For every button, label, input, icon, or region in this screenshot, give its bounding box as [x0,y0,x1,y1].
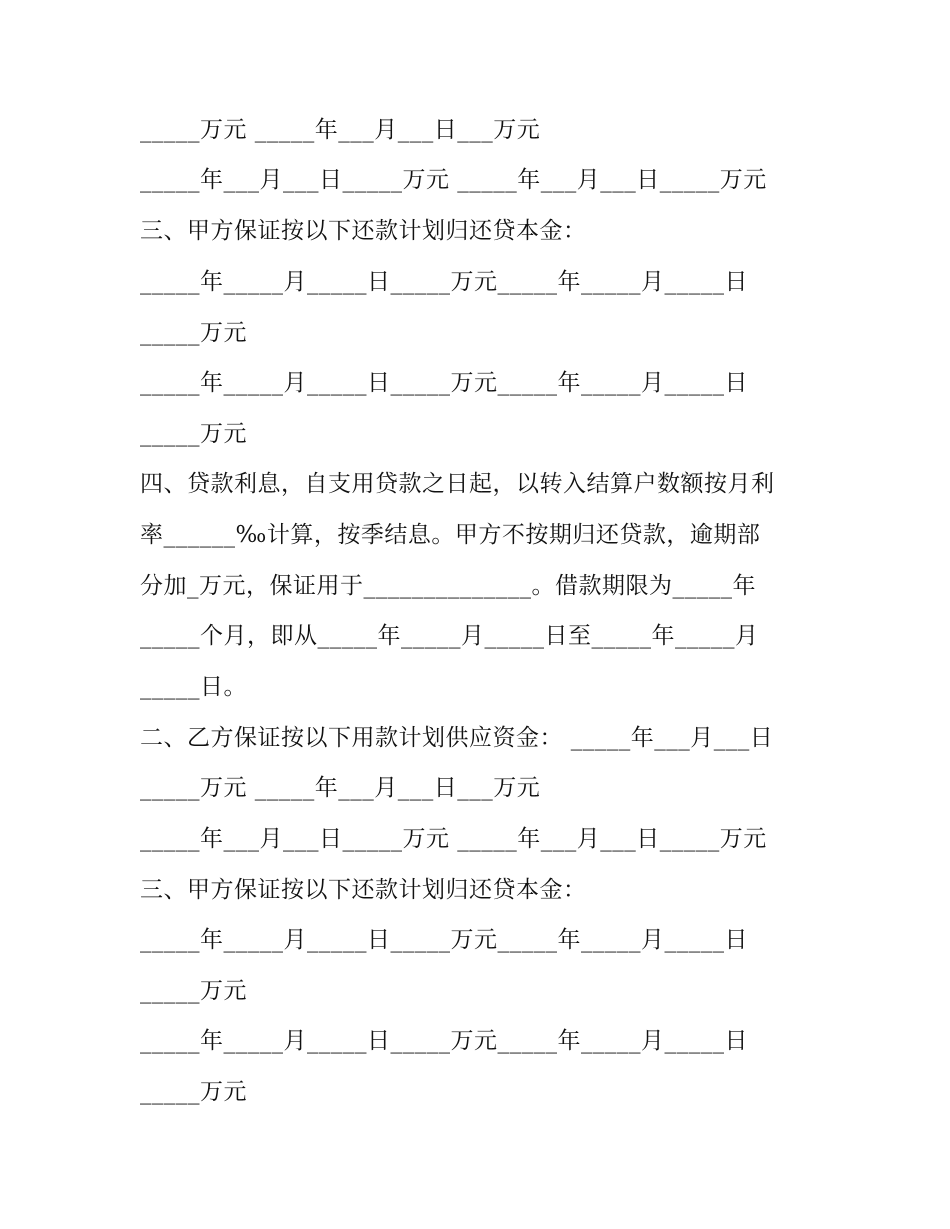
text-line: _____万元 [140,421,247,447]
text-line: _____年_____月_____日_____万元_____年_____月_____日 [140,1028,748,1054]
paragraph-line: 分加_万元，保证用于______________。借款期限为_____年 [140,573,756,599]
paragraph-line: 率______‰计算，按季结息。甲方不按期归还贷款，逾期部 [140,522,761,548]
paragraph-line: _____日。 [140,674,247,700]
paragraph-line: 四、贷款利息，自支用贷款之日起，以转入结算户数额按月利 [140,471,775,497]
text-line: _____年_____月_____日_____万元_____年_____月_____日 [140,370,748,396]
text-line: _____万元 [140,978,247,1004]
text-line: _____年___月___日_____万元 _____年___月___日_____万元 [140,167,767,193]
text-line: _____万元 [140,320,247,346]
text-line: _____年_____月_____日_____万元_____年_____月_____日 [140,269,748,295]
text-line: _____万元 _____年___月___日___万元 [140,117,541,143]
section-heading: 三、甲方保证按以下还款计划归还贷本金： [140,218,587,244]
section-heading: 二、乙方保证按以下用款计划供应资金： _____年___月___日 [140,725,774,751]
text-line: _____万元 _____年___月___日___万元 [140,775,541,801]
text-line: _____年_____月_____日_____万元_____年_____月_____日 [140,927,748,953]
text-line: _____万元 [140,1079,247,1105]
text-line: _____年___月___日_____万元 _____年___月___日_____万元 [140,826,767,852]
paragraph-line: _____个月，即从_____年_____月_____日至_____年_____月 [140,623,759,649]
section-heading: 三、甲方保证按以下还款计划归还贷本金： [140,877,587,903]
